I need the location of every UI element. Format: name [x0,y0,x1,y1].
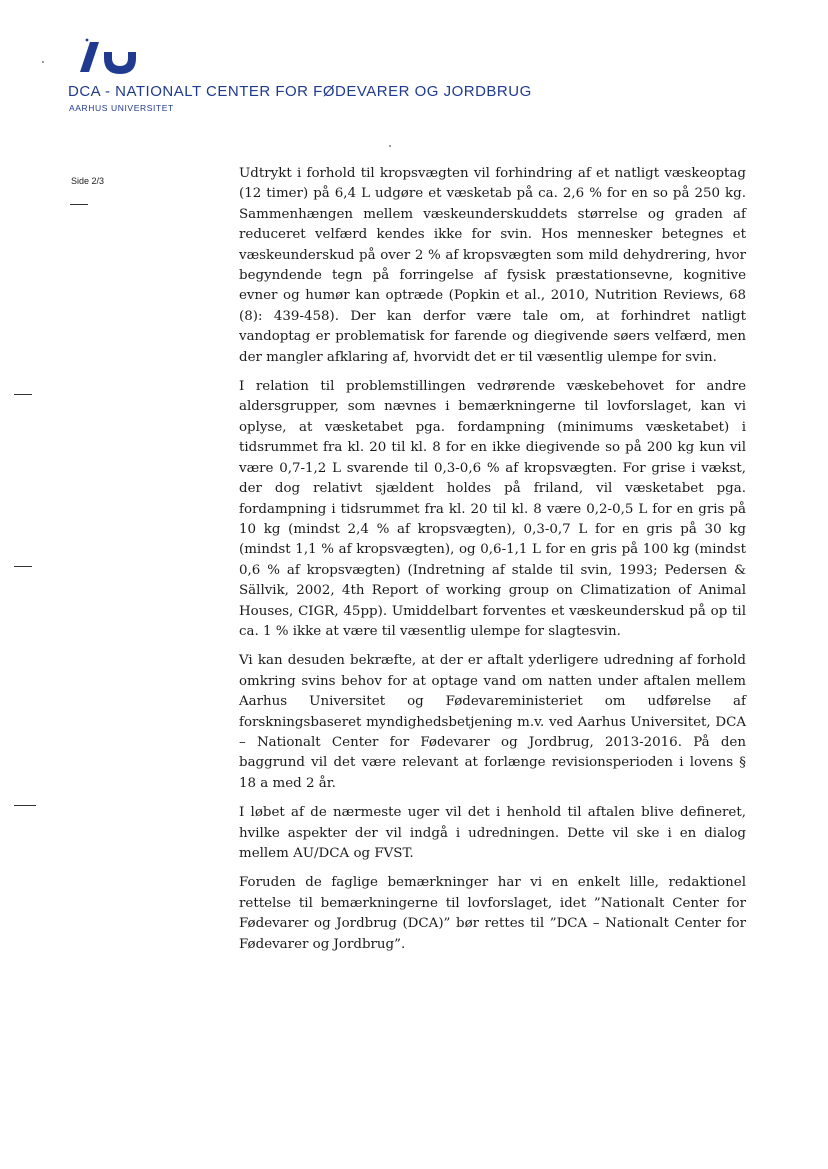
paragraph: I løbet af de nærmeste uger vil det i henhold til aftalen blive defineret, hvilke aspekter der vil indgå i udredningen. Dette vil ske i en dialog mellem AU/DCA og FVST. [239,805,746,861]
paragraph: Vi kan desuden bekræfte, at der er aftalt yderligere udredning af forhold omkring svins behov for at optage vand om natten under aftalen mellem Aarhus Universitet og Fødevareministeriet om udførelse af forskningsbaseret myndighedsbetjening m.v. ved Aarhus Universitet, DCA – Nationalt Center for Fødevarer og Jordbrug, 2013-2016. På den baggrund vil det være relevant at forlænge revisionsperioden i lovens § 18 a med 2 år. [239,653,746,791]
fold-mark [14,566,32,567]
paragraph: Foruden de faglige bemærkninger har vi en enkelt lille, redaktionel rettelse til bemærkningerne til lovforslaget, idet ”Nationalt Center for Fødevarer og Jordbrug (DCA)” bør rettes til ”DCA – Nationalt Center for Fødevarer og Jordbrug”. [239,875,746,952]
scan-mark [42,61,44,63]
page-number-rule [70,204,88,205]
scan-mark [389,145,391,147]
paragraph: Udtrykt i forhold til kropsvægten vil forhindring af et natligt væskeoptag (12 timer) på 6,4 L udgøre et væsketab på ca. 2,6 % for en so på 250 kg. Sammenhængen mellem væskeunderskuddets størrelse og graden af reduceret velfærd kendes ikke for svin. Hos mennesker betegnes et væskeunderskud på over 2 % af kropsvægten som mild dehydrering, hvor begyndende tegn på forringelse af fysisk præstationsevne, kognitive evner og humør kan optræde (Popkin et al., 2010, Nutrition Reviews, 68 (8): 439-458). Der kan derfor være tale om, at forhindret natligt vandoptag er problematisk for farende og diegivende søers velfærd, men der mangler afklaring af, hvorvidt det er til væsentlig ulempe for svin. [239,166,746,365]
paragraph: I relation til problemstillingen vedrørende væskebehovet for andre aldersgrupper, som nævnes i bemærkningerne til lovforslaget, kan vi oplyse, at væsketabet pga. fordampning (minimums væsketabet) i tidsrummet fra kl. 20 til kl. 8 for en ikke diegivende so på 200 kg kun vil være 0,7-1,2 L svarende til 0,3-0,6 % af kropsvægten. For grise i vækst, der dog relativt sjældent holdes på friland, vil væsketabet pga. fordampning i tidsrummet fra kl. 20 til kl. 8 være 0,2-0,5 L for en gris på 10 kg (mindst 2,4 % af kropsvægten), 0,3-0,7 L for en gris på 30 kg (mindst 1,1 % af kropsvægten), og 0,6-1,1 L for en gris på 100 kg (mindst 0,6 % af kropsvægten) (Indretning af stalde til svin, 1993; Pedersen & Sällvik, 2002, 4th Report of working group on Climatization of Animal Houses, CIGR, 45pp). Umiddelbart forventes et væskeunderskud på op til ca. 1 % ikke at være til væsentlig ulempe for slagtesvin. [239,379,746,639]
fold-mark [14,805,36,806]
au-logo-icon [66,36,140,76]
fold-mark [14,394,32,395]
page-number: Side 2/3 [71,176,105,186]
letter-body [239,164,746,964]
header-subtitle: AARHUS UNIVERSITET [69,103,174,113]
header-title: DCA - NATIONALT CENTER FOR FØDEVARER OG JORDBRUG [68,83,532,100]
